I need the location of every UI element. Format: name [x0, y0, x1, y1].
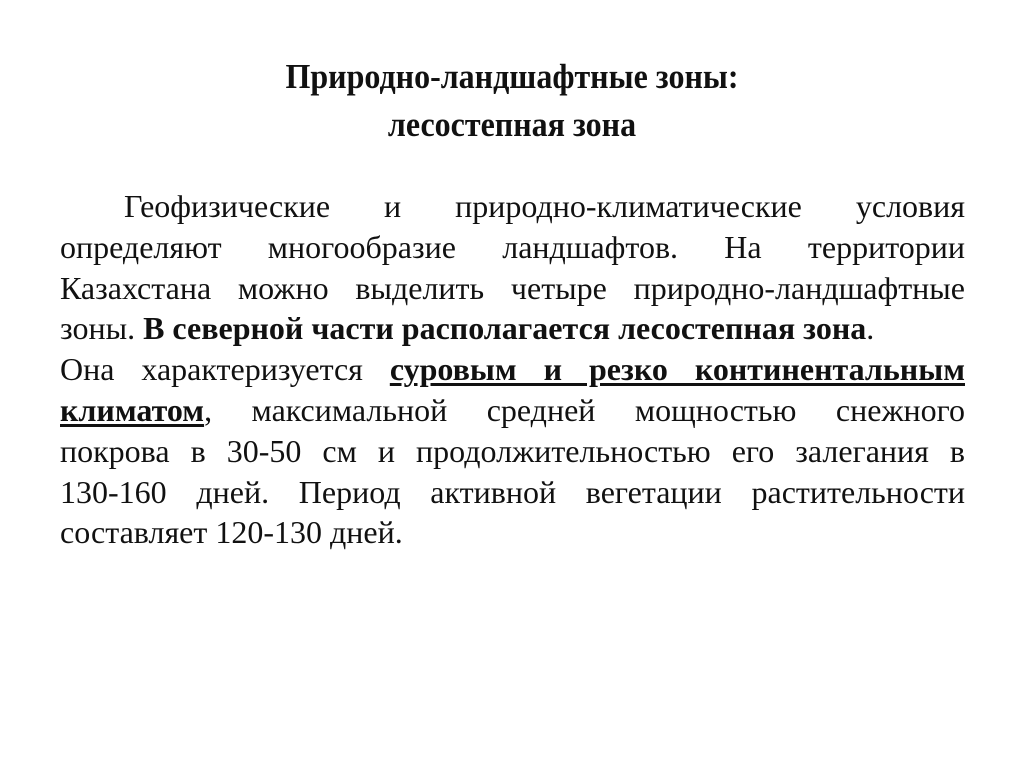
text-span: зоны.	[60, 310, 144, 347]
text-line: Геофизические и природно-климатические условия	[124, 188, 965, 224]
text-span: .	[866, 310, 875, 347]
text-span: Она характеризуется	[60, 351, 390, 388]
bold-underlined-emphasis: суровым и резко континентальным	[389, 351, 965, 388]
text-line: Казахстана можно выделить четыре природно-ландшафтные	[60, 269, 965, 306]
text-line: определяют многообразие ландшафтов. На территории	[60, 228, 965, 265]
bold-underlined-emphasis: климатом	[60, 391, 205, 428]
title-line-2: лесостепная зона	[387, 104, 637, 144]
slide-title	[0, 52, 1024, 148]
text-line	[60, 390, 965, 431]
text-line: 130-160 дней. Период активной вегетации растительности	[60, 473, 965, 510]
body-paragraph	[60, 186, 965, 553]
bold-emphasis: В северной части располагается лесостепная зона	[143, 310, 867, 347]
text-line: составляет 120-130 дней.	[60, 514, 403, 551]
text-line	[60, 308, 965, 349]
text-line	[60, 349, 965, 390]
text-line: покрова в 30-50 см и продолжительностью его залегания в	[60, 432, 965, 469]
title-line-1: Природно-ландшафтные зоны:	[285, 56, 739, 96]
text-span: , максимальной средней мощностью снежного	[204, 391, 965, 428]
